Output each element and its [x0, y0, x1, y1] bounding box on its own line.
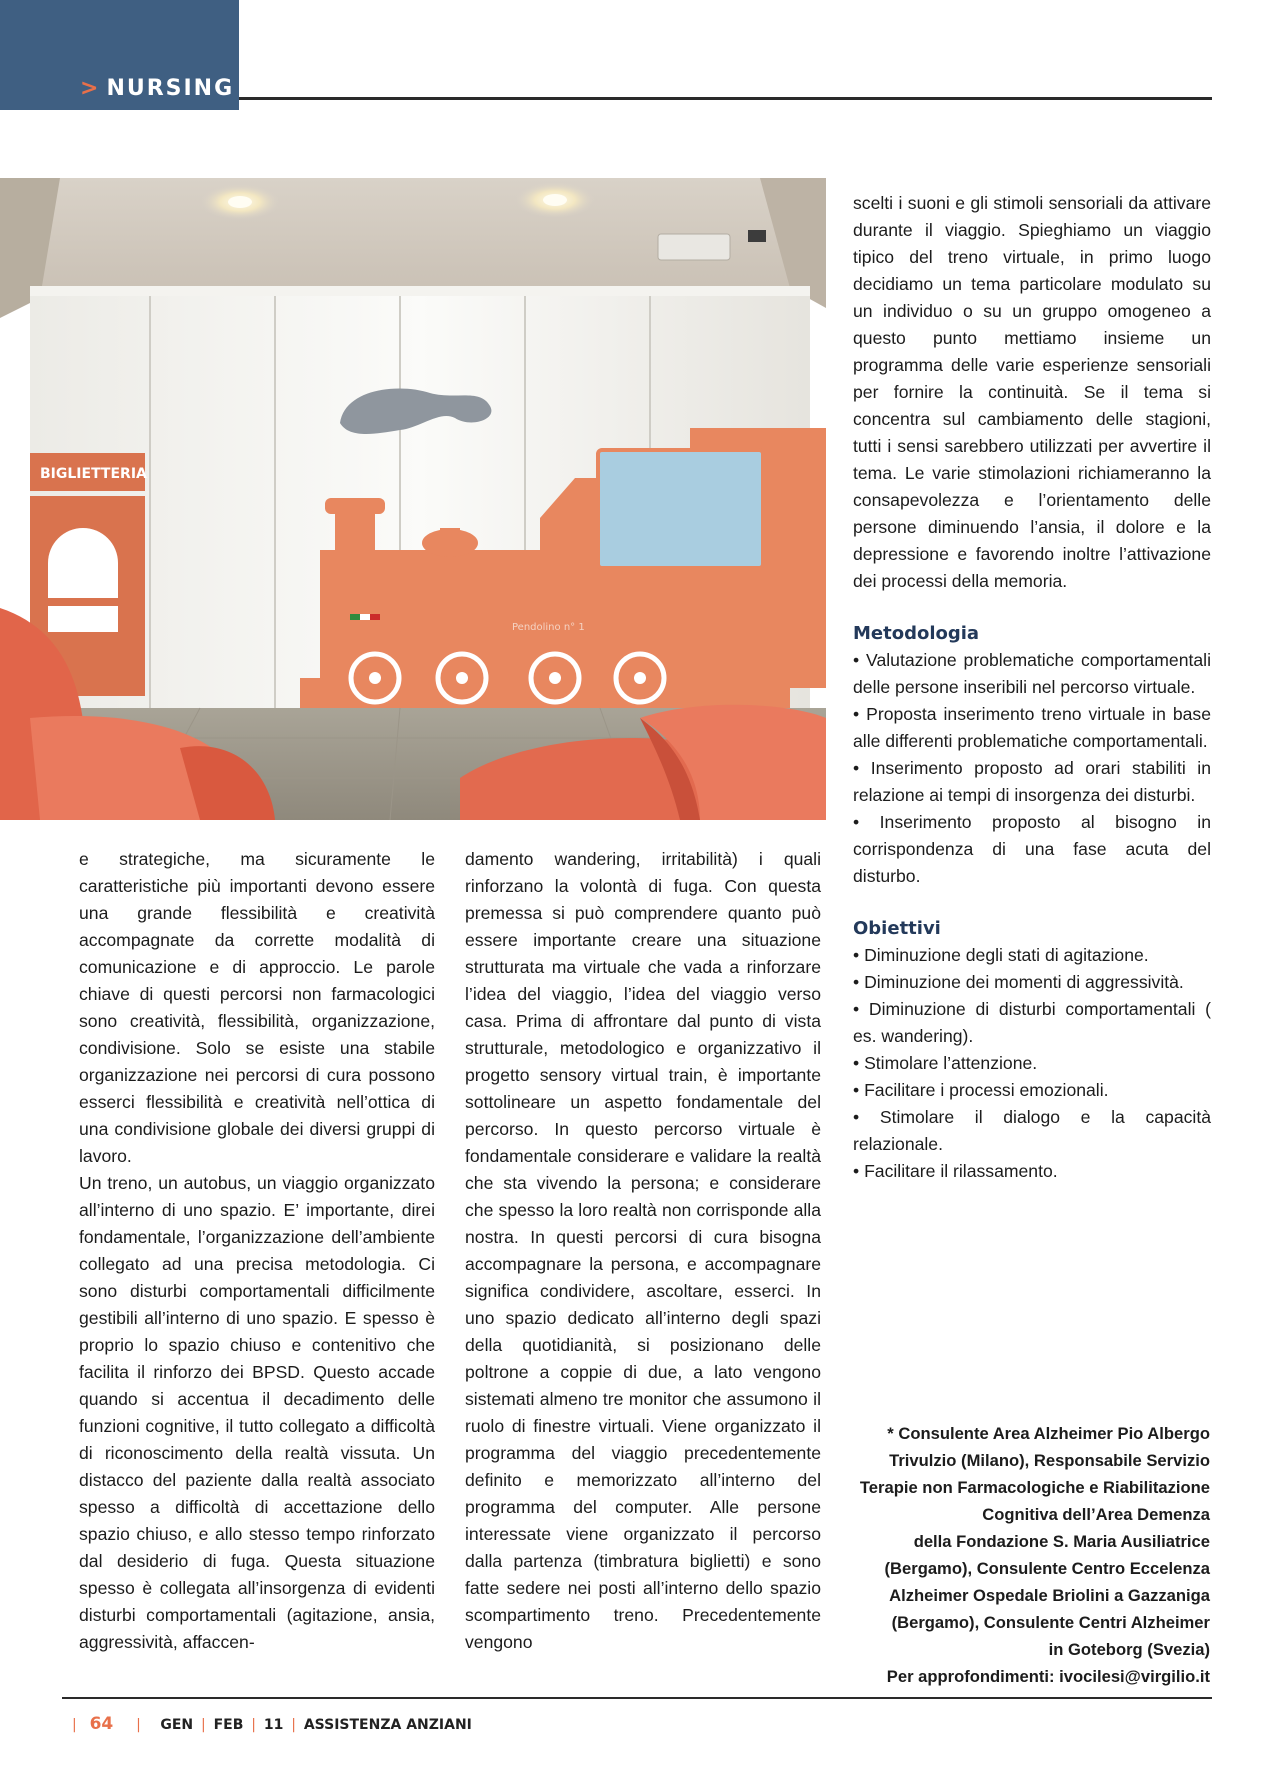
column-2	[465, 846, 821, 1656]
credit-line: * Consulente Area Alzheimer Pio Albergo	[887, 1424, 1210, 1443]
credit-line: (Bergamo), Consulente Centro Eccelenza	[884, 1559, 1210, 1578]
column-1	[79, 846, 435, 1656]
list-item: • Diminuzione dei momenti di aggressività.	[853, 969, 1211, 996]
divider: |	[136, 1717, 141, 1733]
column-3	[853, 190, 1211, 1185]
journal-name: ASSISTENZA ANZIANI	[303, 1717, 472, 1733]
paragraph: e strategiche, ma sicuramente le caratteristiche più importanti devono essere una grande flessibilità e creatività accompagnate da corrette modalità di comunicazione e di approccio. Le parole chiave di questi percorsi non farmacologici sono creatività, flessibilità, organizzazione, condivisione. Solo se esiste una stabile organizzazione nei percorsi di cura possono esserci flessibilità e creatività nell’ottica di una condivisione globale dei diversi gruppi di lavoro.	[79, 849, 435, 1166]
author-credit	[840, 1420, 1210, 1690]
credit-line: Cognitiva dell’Area Demenza	[982, 1505, 1210, 1524]
credit-line: Alzheimer Ospedale Briolini a Gazzaniga	[889, 1586, 1210, 1605]
list-item: • Facilitare il rilassamento.	[853, 1158, 1211, 1185]
credit-email: Per approfondimenti: ivocilesi@virgilio.it	[886, 1667, 1210, 1686]
footer	[72, 1714, 472, 1734]
divider: |	[72, 1717, 77, 1733]
section-label	[80, 76, 234, 101]
section-title: NURSING	[106, 76, 235, 101]
credit-line: della Fondazione S. Maria Ausiliatrice	[913, 1532, 1210, 1551]
chevron-icon: >	[80, 76, 99, 101]
paragraph: damento wandering, irritabilità) i quali rinforzano la volontà di fuga. Con questa premessa si può comprendere quanto può essere importante creare una situazione strutturata ma virtuale che vada a rinforzare l’idea del viaggio, l’idea del viaggio verso casa. Prima di affrontare dal punto di vista strutturale, metodologico e organizzativo il progetto sensory virtual train, è importante sottolineare un aspetto fondamentale del percorso. In questo percorso virtuale è fondamentale considerare e validare la realtà che sta vivendo la persona; e considerare che spesso la loro realtà non corrisponde alla nostra. In questi percorsi di cura bisogna accompagnare la persona, e accompagnare significa condividere, ascoltare, esserci. In uno spazio dedicato all’interno degli spazi della quotidianità, si posizionano delle poltrone a coppie di due, a lato vengono sistemati almeno tre monitor che assumono il ruolo di finestre virtuali. Viene organizzato il programma del viaggio precedentemente definito e memorizzato all’interno del programma del computer. Alle persone interessate viene organizzato il percorso dalla partenza (timbratura biglietti) e sono fatte sedere nei posti all’interno dello spazio scompartimento treno. Precedentemente vengono	[465, 849, 821, 1652]
paragraph: Un treno, un autobus, un viaggio organizzato all’interno di uno spazio. E’ importante, direi fondamentale, l’organizzazione dell’ambiente collegato ad una precisa metodologia. Ci sono disturbi comportamentali difficilmente gestibili all’interno di uno spazio. E spesso è proprio lo spazio chiuso e contenitivo che facilita il rinforzo dei BPSD. Questo accade quando si accentua il decadimento delle funzioni cognitive, il tutto collegato a difficoltà di riconoscimento della realtà vissuta. Un distacco del paziente dalla realtà associato spesso a difficoltà di accettazione dello spazio chiuso, e allo stesso tempo rinforzato dal desiderio di fuga. Questa situazione spesso è collegata all’insorgenza di evidenti disturbi comportamentali (agitazione, ansia, aggressività, affaccen-	[79, 1173, 435, 1652]
divider: |	[291, 1717, 296, 1733]
obiettivi-list	[853, 942, 1211, 1185]
divider: |	[251, 1717, 257, 1733]
metodologia-list	[853, 647, 1211, 890]
credit-line: Terapie non Farmacologiche e Riabilitazione	[859, 1478, 1210, 1497]
metodologia-heading: Metodologia	[853, 623, 980, 644]
page-number: 64	[89, 1714, 114, 1734]
sign-text: BIGLIETTERIA	[40, 466, 147, 482]
list-item: • Stimolare l’attenzione.	[853, 1050, 1211, 1077]
issue-year: 11	[263, 1717, 284, 1733]
list-item: • Diminuzione di disturbi comportamentali ( es. wandering).	[853, 996, 1211, 1050]
paragraph: scelti i suoni e gli stimoli sensoriali da attivare durante il viaggio. Spieghiamo un viaggio tipico del treno virtuale, in primo luogo decidiamo un tema particolare modulato su un individuo o su un gruppo omogeneo a questo punto mettiamo insieme un programma delle varie esperienze sensoriali per fornire la continuità. Se il tema si concentra sul cambiamento delle stagioni, tutti i sensi sarebbero utilizzati per avvertire il tema. Le varie stimolazioni richiameranno la consapevolezza e l’orientamento delle persone diminuendo l’ansia, il dolore e la depressione e favorendo inoltre l’attivazione dei processi della memoria.	[853, 193, 1211, 591]
credit-line: in Goteborg (Svezia)	[1048, 1640, 1210, 1659]
list-item: • Valutazione problematiche comportamentali delle persone inseribili nel percorso virtuale.	[853, 647, 1211, 701]
divider: |	[201, 1717, 206, 1733]
header-rule	[239, 97, 1212, 100]
list-item: • Inserimento proposto ad orari stabiliti in relazione ai tempi di insorgenza dei disturbi.	[853, 755, 1211, 809]
credit-line: (Bergamo), Consulente Centri Alzheimer	[891, 1613, 1210, 1632]
list-item: • Diminuzione degli stati di agitazione.	[853, 942, 1211, 969]
list-item: • Proposta inserimento treno virtuale in base alle differenti problematiche comportamentali.	[853, 701, 1211, 755]
issue-month-2: FEB	[213, 1717, 244, 1733]
train-label: Pendolino n° 1	[512, 622, 585, 633]
obiettivi-heading: Obiettivi	[853, 918, 941, 939]
list-item: • Inserimento proposto al bisogno in corrispondenza di una fase acuta del disturbo.	[853, 809, 1211, 890]
issue-month-1: GEN	[160, 1717, 194, 1733]
list-item: • Facilitare i processi emozionali.	[853, 1077, 1211, 1104]
article-photo	[0, 178, 826, 820]
credit-line: Trivulzio (Milano), Responsabile Servizio	[889, 1451, 1210, 1470]
footer-rule	[62, 1697, 1212, 1699]
list-item: • Stimolare il dialogo e la capacità relazionale.	[853, 1104, 1211, 1158]
